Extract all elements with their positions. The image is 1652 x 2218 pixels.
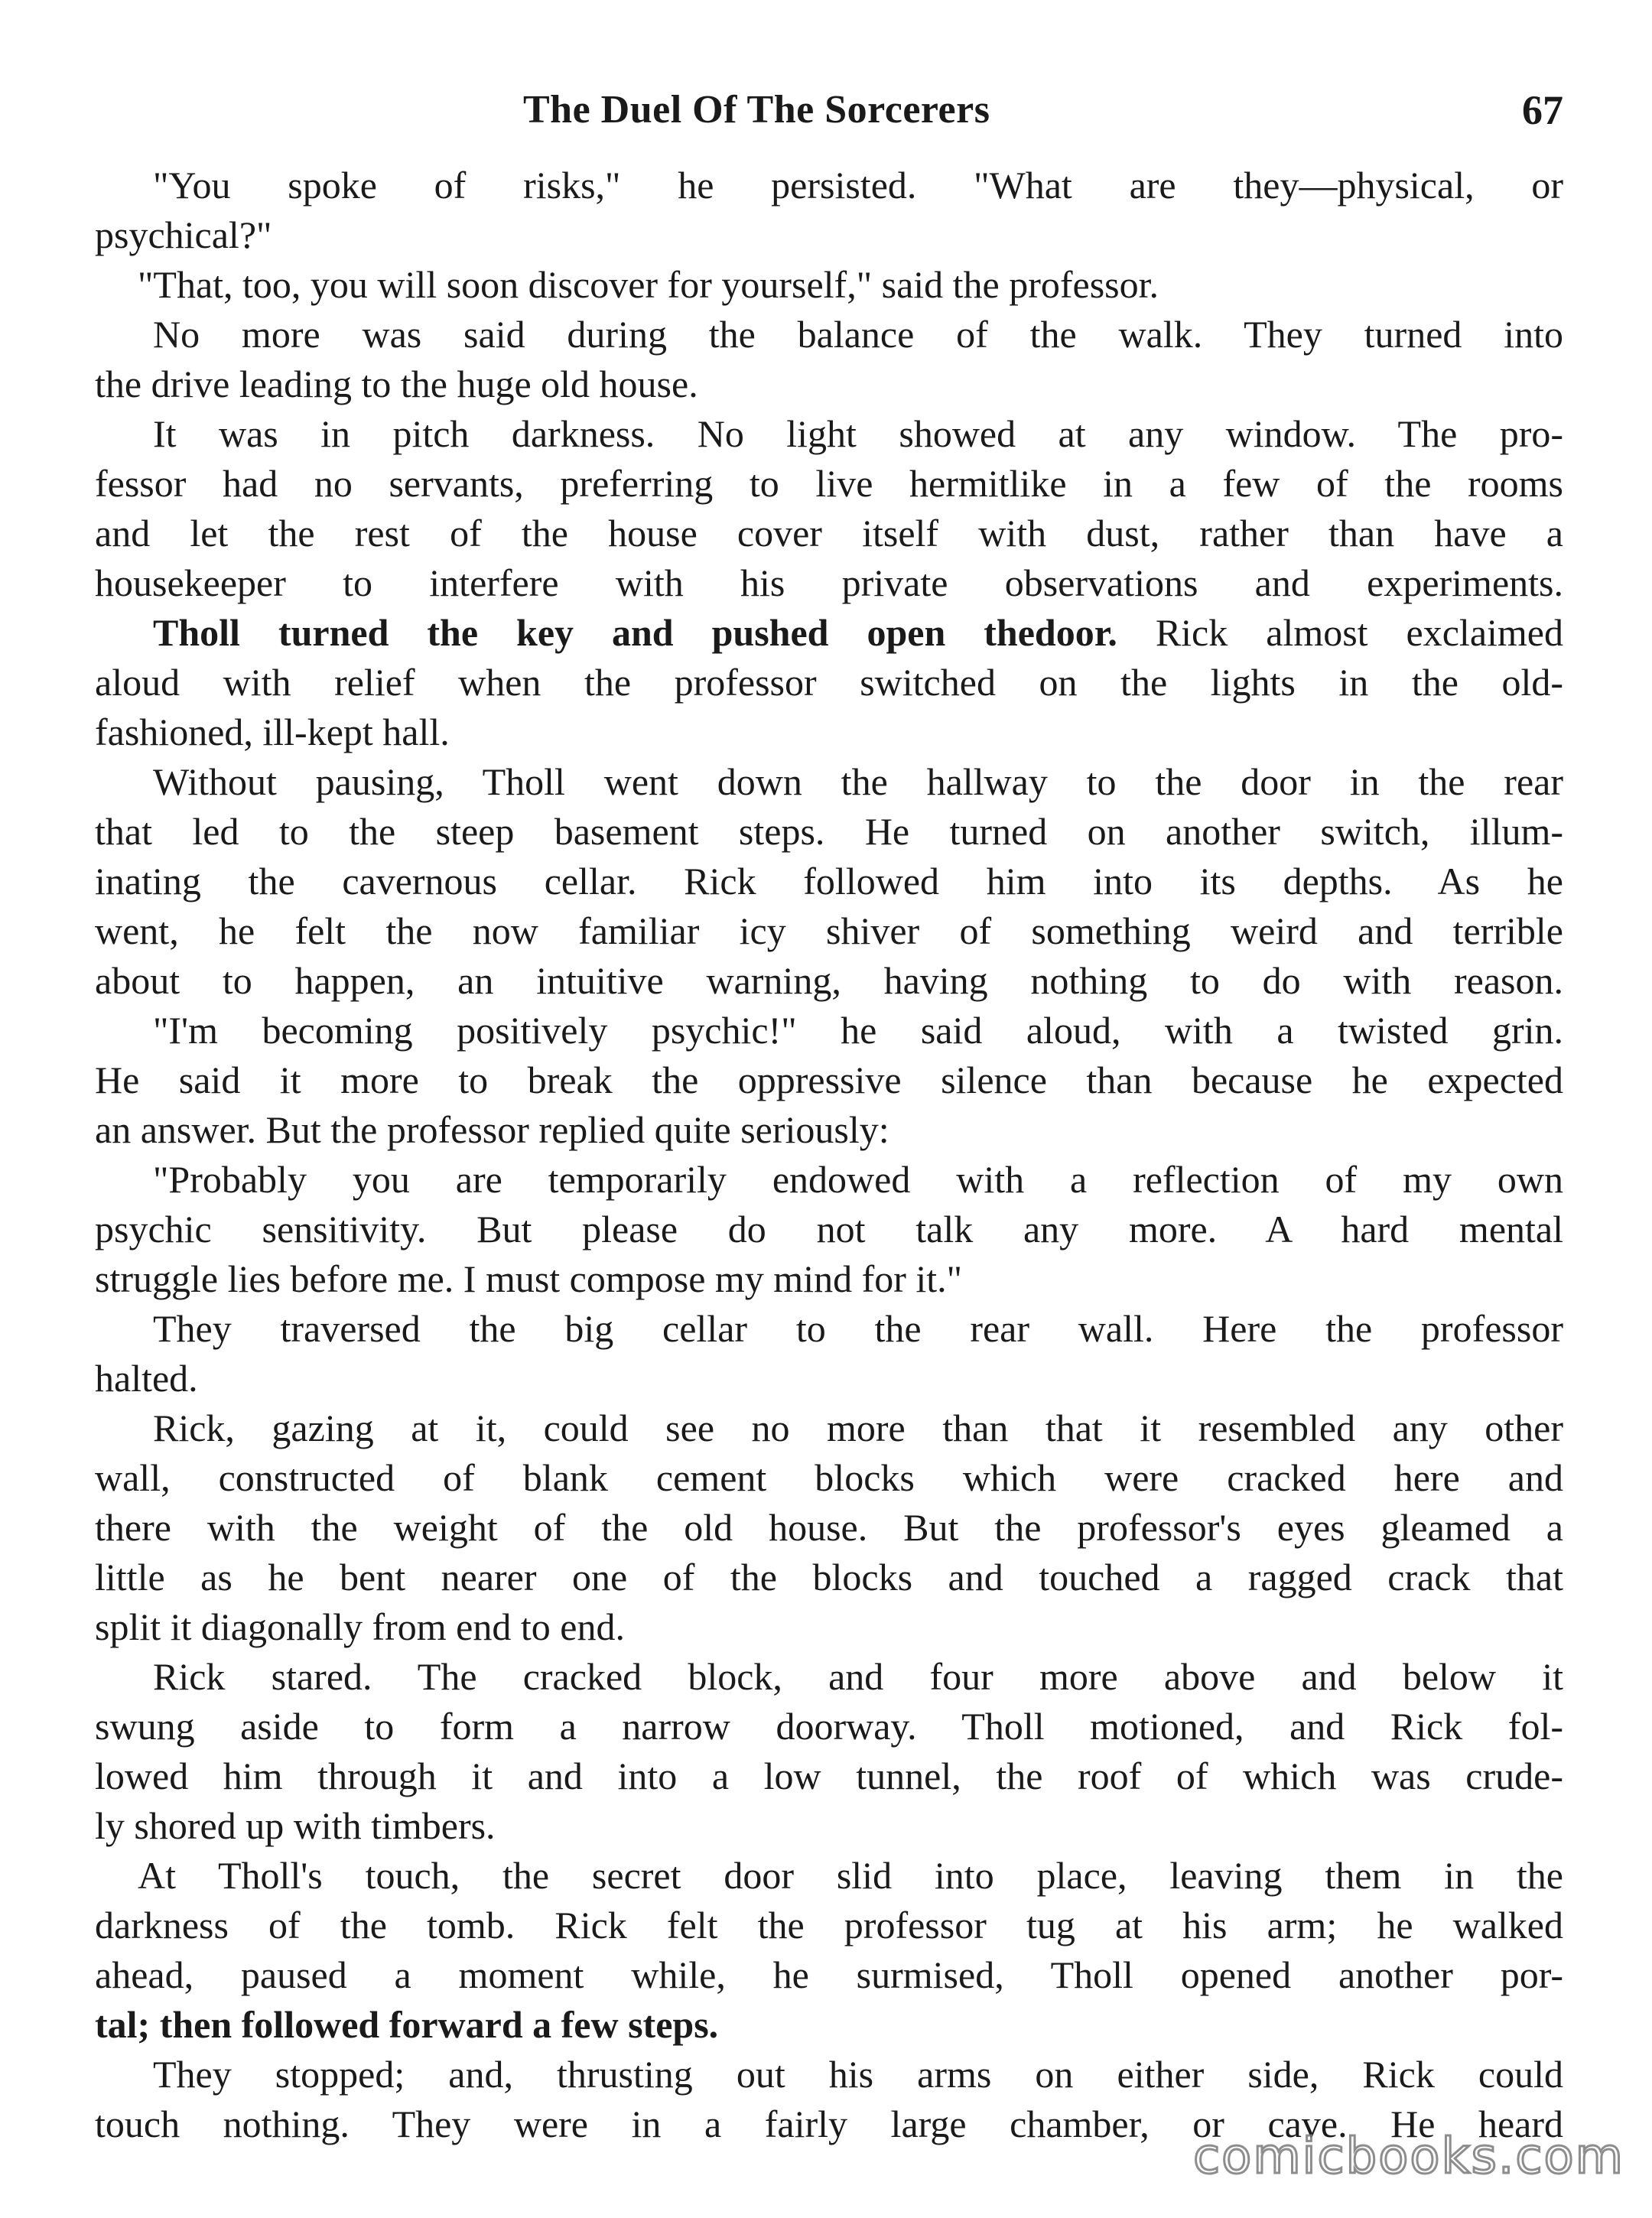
body-text — [95, 161, 1563, 2149]
text-line: Rick stared. The cracked block, and four more above and below it — [153, 1655, 1563, 1698]
running-header — [95, 83, 1563, 144]
text-line: struggle lies before me. I must compose my mind for it." — [95, 1257, 963, 1300]
text-line: fessor had no servants, preferring to live hermitlike in a few of the rooms — [95, 462, 1563, 505]
text-line: At Tholl's touch, the secret door slid into place, leaving them in the — [138, 1854, 1563, 1897]
text-line: that led to the steep basement steps. He turned on another switch, illum- — [95, 810, 1563, 853]
text-line: "I'm becoming positively psychic!" he said aloud, with a twisted grin. — [153, 1009, 1563, 1052]
text-line: split it diagonally from end to end. — [95, 1605, 625, 1648]
text-line: little as he bent nearer one of the blocks and touched a ragged crack that — [95, 1556, 1563, 1598]
text-line: "Probably you are temporarily endowed with a reflection of my own — [153, 1158, 1563, 1201]
text-line: darkness of the tomb. Rick felt the professor tug at his arm; he walked — [95, 1904, 1563, 1946]
text-line: ly shored up with timbers. — [95, 1804, 496, 1847]
running-title: The Duel Of The Sorcerers — [523, 88, 990, 132]
text-line: touch nothing. They were in a fairly large chamber, or cave. He heard — [95, 2103, 1563, 2145]
text-line: Rick, gazing at it, could see no more than that it resembled any other — [153, 1407, 1563, 1449]
watermark-logo: comicbooks.com — [1192, 2129, 1624, 2185]
text-line: psychic sensitivity. But please do not talk any more. A hard mental — [95, 1208, 1563, 1250]
text-line: fashioned, ill-kept hall. — [95, 711, 450, 753]
text-line: housekeeper to interfere with his private observations and experiments. — [95, 561, 1563, 604]
text-line: Without pausing, Tholl went down the hallway to the door in the rear — [153, 760, 1563, 803]
text-line-rest: Rick almost exclaimed — [1117, 611, 1563, 654]
text-line: psychical?" — [95, 213, 272, 256]
text-line: halted. — [95, 1357, 198, 1400]
text-line: there with the weight of the old house. But the professor's eyes gleamed a — [95, 1506, 1563, 1549]
text-line: aloud with relief when the professor switched on the lights in the old- — [95, 661, 1563, 704]
text-line: and let the rest of the house cover itself with dust, rather than have a — [95, 512, 1563, 554]
text-line: wall, constructed of blank cement blocks which were cracked here and — [95, 1456, 1563, 1499]
text-line: ahead, paused a moment while, he surmised, Tholl opened another por- — [95, 1953, 1563, 1996]
text-line: They stopped; and, thrusting out his arms on either side, Rick could — [153, 2053, 1563, 2096]
text-line: lowed him through it and into a low tunnel, the roof of which was crude- — [95, 1755, 1563, 1797]
text-line: swung aside to form a narrow doorway. Tholl motioned, and Rick fol- — [95, 1705, 1563, 1748]
text-line: inating the cavernous cellar. Rick followed him into its depths. As he — [95, 860, 1563, 902]
text-line: They traversed the big cellar to the rear wall. Here the professor — [153, 1307, 1563, 1350]
bold-sentence: Tholl turned the key and pushed open thedoor. — [153, 611, 1117, 654]
text-line: "That, too, you will soon discover for yourself," said the professor. — [138, 263, 1159, 306]
text-line: went, he felt the now familiar icy shiver of something weird and terrible — [95, 909, 1563, 952]
page-number: 67 — [1522, 87, 1563, 133]
text-line: tal; then followed forward a few steps. — [95, 2003, 719, 2046]
text-line: "You spoke of risks," he persisted. "What are they—physical, or — [153, 164, 1563, 207]
text-line: He said it more to break the oppressive silence than because he expected — [95, 1059, 1563, 1101]
text-line: about to happen, an intuitive warning, having nothing to do with reason. — [95, 959, 1563, 1002]
text-line: an answer. But the professor replied quite seriously: — [95, 1108, 889, 1151]
text-line: It was in pitch darkness. No light showed at any window. The pro- — [153, 412, 1563, 455]
text-line: the drive leading to the huge old house. — [95, 363, 698, 405]
text-line — [95, 608, 1563, 658]
text-line: No more was said during the balance of the walk. They turned into — [153, 313, 1563, 356]
